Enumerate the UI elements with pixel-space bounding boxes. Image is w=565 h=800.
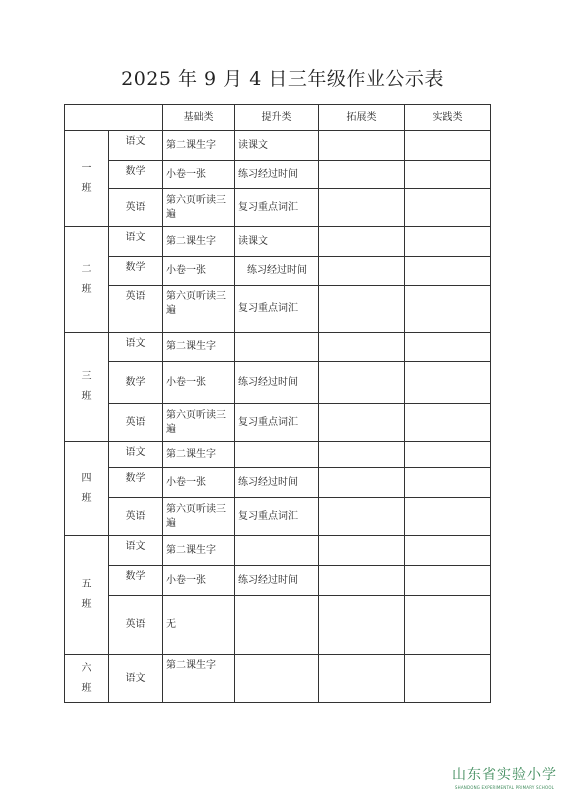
extend-cell [319, 498, 405, 536]
subject-cell: 英语 [109, 498, 163, 536]
advance-cell: 读课文 [235, 227, 319, 257]
subject-cell: 语文 [109, 333, 163, 362]
advance-cell: 练习经过时间 [235, 566, 319, 596]
subject-cell: 数学 [109, 161, 163, 189]
table-row [65, 189, 491, 227]
extend-cell [319, 227, 405, 257]
extend-cell [319, 131, 405, 161]
practice-cell [405, 566, 491, 596]
practice-cell [405, 227, 491, 257]
basic-cell: 小卷一张 [163, 161, 235, 189]
practice-cell [405, 596, 491, 655]
basic-cell: 第二课生字 [163, 131, 235, 161]
table-row [65, 161, 491, 189]
advance-cell: 练习经过时间 [235, 468, 319, 498]
advance-cell: 复习重点词汇 [235, 189, 319, 227]
table-row [65, 498, 491, 536]
practice-cell [405, 362, 491, 404]
extend-cell [319, 362, 405, 404]
subject-cell: 数学 [109, 468, 163, 498]
table-row [65, 131, 491, 161]
header-practice: 实践类 [405, 105, 491, 131]
subject-cell: 英语 [109, 596, 163, 655]
basic-cell: 第二课生字 [163, 227, 235, 257]
subject-cell: 英语 [109, 189, 163, 227]
extend-cell [319, 286, 405, 333]
extend-cell [319, 655, 405, 703]
basic-cell: 第六页听读三遍 [163, 189, 235, 227]
school-logo-subtitle: SHANDONG EXPERIMENTAL PRIMARY SCHOOL [454, 785, 555, 790]
advance-cell: 复习重点词汇 [235, 404, 319, 442]
basic-cell: 第二课生字 [163, 333, 235, 362]
advance-cell [235, 596, 319, 655]
subject-cell: 数学 [109, 566, 163, 596]
school-logo [452, 764, 557, 790]
class-label-3: 三 班 [65, 333, 109, 442]
basic-cell: 无 [163, 596, 235, 655]
basic-cell: 第六页听读三遍 [163, 286, 235, 333]
practice-cell [405, 468, 491, 498]
subject-cell: 英语 [109, 286, 163, 333]
extend-cell [319, 596, 405, 655]
basic-cell: 第二课生字 [163, 655, 235, 703]
advance-cell: 复习重点词汇 [235, 498, 319, 536]
header-row [65, 105, 491, 131]
extend-cell [319, 536, 405, 566]
subject-cell: 数学 [109, 362, 163, 404]
table-row [65, 257, 491, 286]
basic-cell: 小卷一张 [163, 362, 235, 404]
advance-cell: 练习经过时间 [235, 257, 319, 286]
extend-cell [319, 566, 405, 596]
extend-cell [319, 189, 405, 227]
subject-cell: 语文 [109, 131, 163, 161]
advance-cell [235, 333, 319, 362]
practice-cell [405, 161, 491, 189]
class-label-6: 六 班 [65, 655, 109, 703]
advance-cell: 练习经过时间 [235, 161, 319, 189]
table-row [65, 333, 491, 362]
extend-cell [319, 257, 405, 286]
practice-cell [405, 498, 491, 536]
table-row [65, 468, 491, 498]
extend-cell [319, 442, 405, 468]
table-row [65, 227, 491, 257]
basic-cell: 小卷一张 [163, 257, 235, 286]
extend-cell [319, 404, 405, 442]
header-basic: 基础类 [163, 105, 235, 131]
advance-cell [235, 655, 319, 703]
advance-cell: 读课文 [235, 131, 319, 161]
table-row [65, 442, 491, 468]
table-row [65, 566, 491, 596]
basic-cell: 小卷一张 [163, 468, 235, 498]
practice-cell [405, 333, 491, 362]
advance-cell [235, 442, 319, 468]
subject-cell: 语文 [109, 536, 163, 566]
homework-table [64, 104, 491, 703]
table-row [65, 655, 491, 703]
subject-cell: 语文 [109, 655, 163, 703]
extend-cell [319, 333, 405, 362]
table-row [65, 362, 491, 404]
table-row [65, 596, 491, 655]
subject-cell: 语文 [109, 227, 163, 257]
basic-cell: 第二课生字 [163, 536, 235, 566]
subject-cell: 数学 [109, 257, 163, 286]
extend-cell [319, 161, 405, 189]
table-row [65, 404, 491, 442]
basic-cell: 小卷一张 [163, 566, 235, 596]
advance-cell: 练习经过时间 [235, 362, 319, 404]
header-corner [65, 105, 163, 131]
practice-cell [405, 655, 491, 703]
header-advance: 提升类 [235, 105, 319, 131]
basic-cell: 第六页听读三遍 [163, 498, 235, 536]
page-title: 2025 年 9 月 4 日三年级作业公示表 [121, 68, 444, 90]
practice-cell [405, 404, 491, 442]
practice-cell [405, 131, 491, 161]
advance-cell [235, 536, 319, 566]
class-label-1: 一 班 [65, 131, 109, 227]
subject-cell: 语文 [109, 442, 163, 468]
header-extend: 拓展类 [319, 105, 405, 131]
practice-cell [405, 442, 491, 468]
practice-cell [405, 536, 491, 566]
table-row [65, 536, 491, 566]
practice-cell [405, 257, 491, 286]
subject-cell: 英语 [109, 404, 163, 442]
practice-cell [405, 189, 491, 227]
extend-cell [319, 468, 405, 498]
advance-cell: 复习重点词汇 [235, 286, 319, 333]
class-label-5: 五 班 [65, 536, 109, 655]
practice-cell [405, 286, 491, 333]
basic-cell: 第二课生字 [163, 442, 235, 468]
table-row [65, 286, 491, 333]
class-label-2: 二 班 [65, 227, 109, 333]
class-label-4: 四 班 [65, 442, 109, 536]
basic-cell: 第六页听读三遍 [163, 404, 235, 442]
school-logo-name: 山东省实验小学 [452, 767, 557, 783]
